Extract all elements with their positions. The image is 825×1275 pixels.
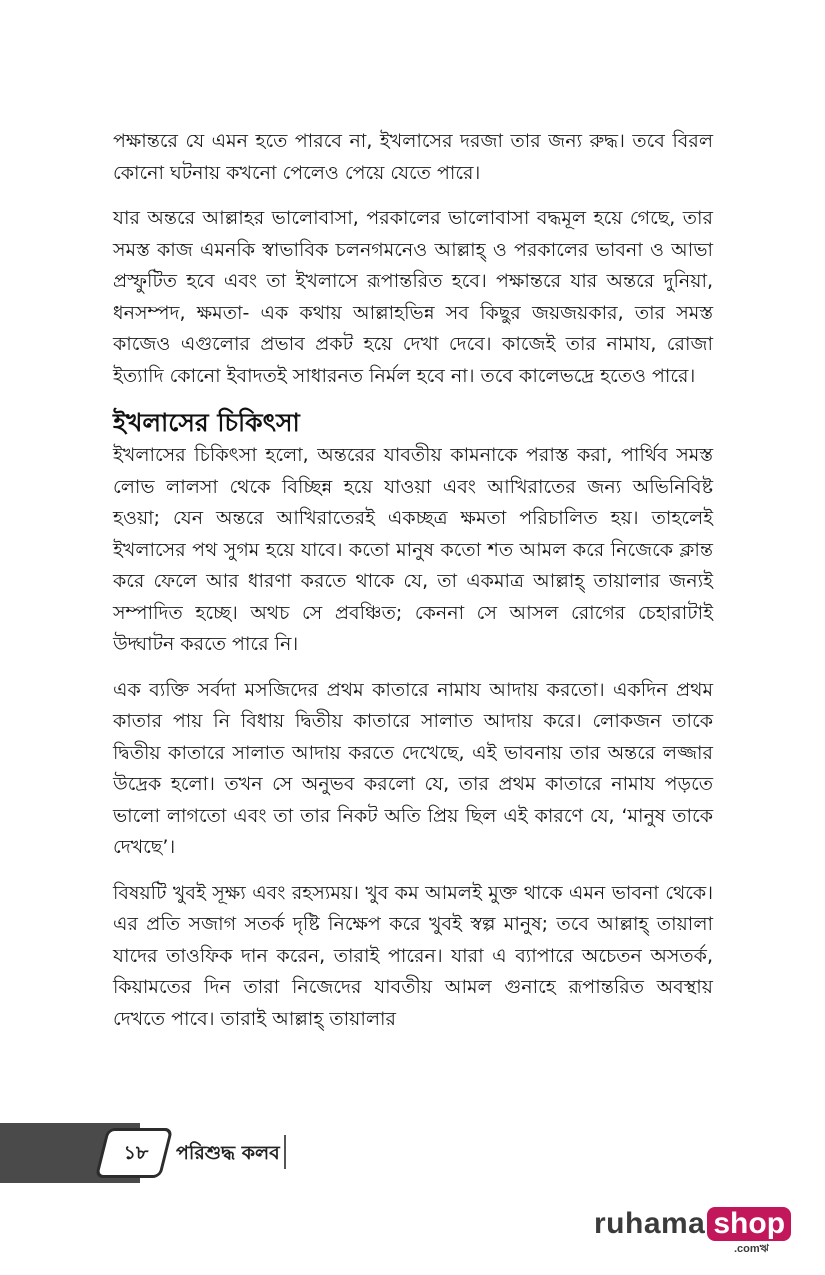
running-book-title: পরিশুদ্ধ কলব (176, 1142, 280, 1164)
title-divider (284, 1135, 286, 1169)
paragraph: পক্ষান্তরে যে এমন হতে পারবে না, ইখলাসের দরজা তার জন্য রুদ্ধ। তবে বিরল কোনো ঘটনায় কখনো পেলেও পেয়ে যেতে পারে। (113, 130, 713, 184)
paragraph: যার অন্তরে আল্লাহর ভালোবাসা, পরকালের ভালোবাসা বদ্ধমূল হয়ে গেছে, তার সমস্ত কাজ এমনকি স্বাভাবিক চলনগমনেও আল্লাহ্ ও পরকালের ভাবনা ও আভা প্রস্ফুটিত হবে এবং তা ইখলাসে রূপান্তরিত হবে। পক্ষান্তরে যার অন্তরে দুনিয়া, ধনসম্পদ, ক্ষমতা- এক কথায় আল্লাহভিন্ন সব কিছুর জয়জয়কার, তার সমস্ত কাজেও এগুলোর প্রভাব প্রকট হয়ে দেখা দেবে। কাজেই তার নামায, রোজা ইত্যাদি কোনো ইবাদতই সাধারনত নির্মল হবে না। তবে কালেভদ্রে হতেও পারে। (113, 207, 713, 387)
page-body (113, 126, 713, 1049)
paragraph: এক ব্যক্তি সর্বদা মসজিদের প্রথম কাতারে নামায আদায় করতো। একদিন প্রথম কাতার পায় নি বিধায় দ্বিতীয় কাতারে সালাত আদায় করে। লোকজন তাকে দ্বিতীয় কাতারে সালাত আদায় করতে দেখেছে, এই ভাবনায় তার অন্তরে লজ্জার উদ্রেক হলো। তখন সে অনুভব করলো যে, তার প্রথম কাতারে নামায পড়তে ভালো লাগতো এবং তা তার নিকট অতি প্রিয় ছিল এই কারণে যে, ‘মানুষ তাকে দেখছে’। (113, 678, 713, 858)
logo-text: ruhama (594, 1207, 706, 1240)
logo-shop-box: shop (707, 1207, 791, 1241)
paragraph: ইখলাসের চিকিৎসা হলো, অন্তরের যাবতীয় কামনাকে পরাস্ত করা, পার্থিব সমস্ত লোভ লালসা থেকে বিচ্ছিন্ন হয়ে যাওয়া এবং আখিরাতের জন্য অভিনিবিষ্ট হওয়া; যেন অন্তরে আখিরাতেরই একচ্ছত্র ক্ষমতা পরিচালিত হয়। তাহলেই ইখলাসের পথ সুগম হয়ে যাবে। কতো মানুষ কতো শত আমল করে নিজেকে ক্লান্ত করে ফেলে আর ধারণা করতে থাকে যে, তা একমাত্র আল্লাহ্ তায়ালার জন্যই সম্পাদিত হচ্ছে। অথচ সে প্রবঞ্চিত; কেননা সে আসল রোগের চেহারাটাই উদ্ঘাটন করতে পারে নি। (113, 444, 713, 655)
logo-domain: .comঋ (734, 1243, 769, 1255)
paragraph: বিষয়টি খুবই সূক্ষ্য এবং রহস্যময়। খুব কম আমলই মুক্ত থাকে এমন ভাবনা থেকে। এর প্রতি সজাগ সতর্ক দৃষ্টি নিক্ষেপ করে খুবই স্বল্প মানুষ; তবে আল্লাহ্ তায়ালা যাদের তাওফিক দান করেন, তারাই পারেন। যারা এ ব্যাপারে অচেতন অসতর্ক, কিয়ামতের দিন তারা নিজেদের যাবতীয় আমল গুনাহে রূপান্তরিত অবস্থায় দেখতে পাবে। তারাই আল্লাহ্ তায়ালার (113, 881, 713, 1030)
ruhamashop-logo (594, 1207, 791, 1255)
page-number: ১৮ (123, 1142, 149, 1164)
section-heading: ইখলাসের চিকিৎসা (113, 408, 300, 437)
